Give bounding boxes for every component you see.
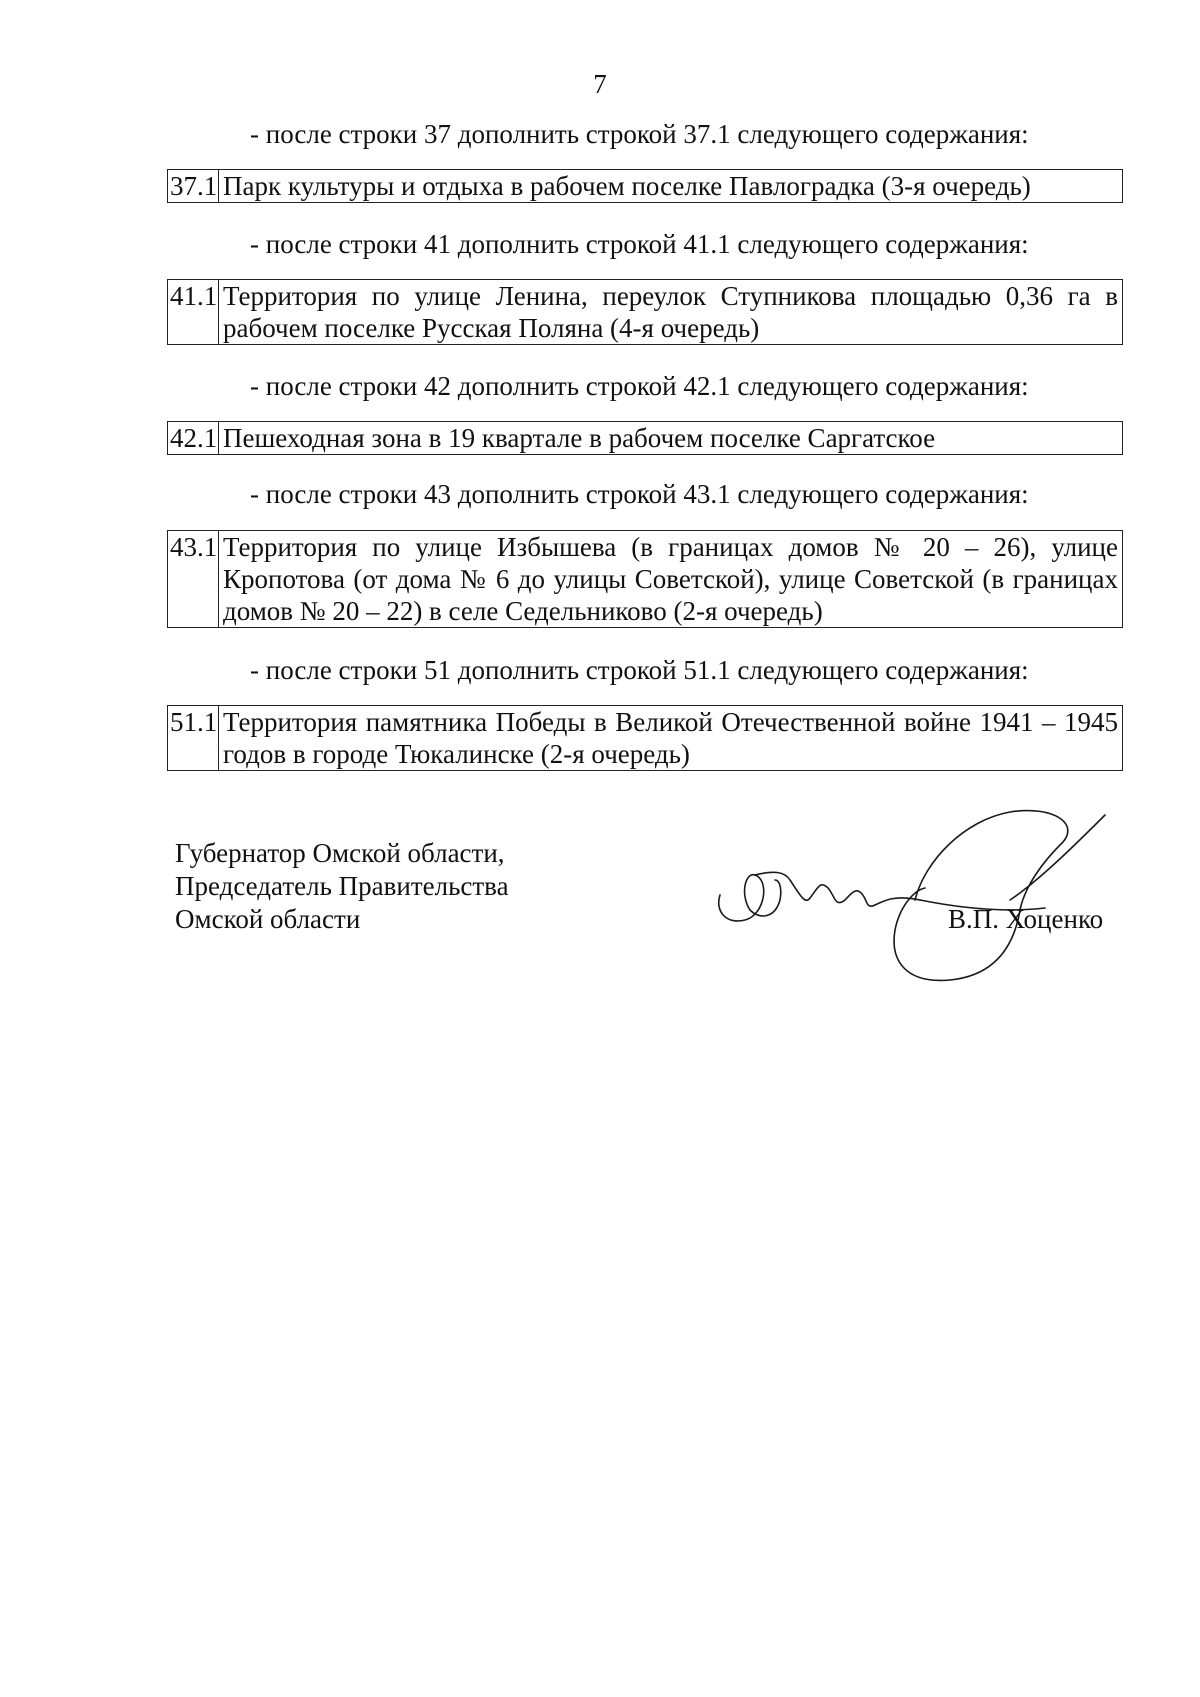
row-text-cell: Территория памятника Победы в Великой Отечественной войне 1941 – 1945 годов в городе Тюкалинске (2-я очередь) (219, 706, 1123, 771)
signer-position-line: Губернатор Омской области, (175, 838, 505, 868)
table-row (168, 531, 1123, 628)
amendment-intro-41: - после строки 41 дополнить строкой 41.1 следующего содержания: (250, 229, 1029, 259)
signer-position-line: Омской области (175, 904, 361, 934)
row-number-cell: 37.1 (168, 170, 219, 203)
amendment-intro-43: - после строки 43 дополнить строкой 43.1 следующего содержания: (250, 479, 1029, 509)
amendment-intro-37: - после строки 37 дополнить строкой 37.1 следующего содержания: (250, 119, 1029, 149)
row-text-cell: Пешеходная зона в 19 квартале в рабочем поселке Саргатское (219, 422, 1123, 455)
row-number-cell: 42.1 (168, 422, 219, 455)
table-row (168, 422, 1123, 455)
amendment-intro-42: - после строки 42 дополнить строкой 42.1 следующего содержания: (250, 371, 1029, 401)
amendment-table-51-1 (167, 705, 1123, 771)
table-row (168, 280, 1123, 345)
table-row (168, 170, 1123, 203)
row-text-cell: Парк культуры и отдыха в рабочем поселке Павлоградка (3-я очередь) (219, 170, 1123, 203)
row-number-cell: 43.1 (168, 531, 219, 628)
amendment-table-42-1 (167, 421, 1123, 455)
amendment-table-37-1 (167, 169, 1123, 203)
signer-position (175, 837, 509, 936)
signer-position-line: Председатель Правительства (175, 871, 509, 901)
signer-name: В.П. Хоценко (948, 904, 1104, 934)
row-number-cell: 51.1 (168, 706, 219, 771)
handwritten-signature (710, 800, 1130, 1000)
table-row (168, 706, 1123, 771)
row-text-cell: Территория по улице Ленина, переулок Ступникова площадью 0,36 га в рабочем поселке Русская Поляна (4-я очередь) (219, 280, 1123, 345)
row-number-cell: 41.1 (168, 280, 219, 345)
amendment-intro-51: - после строки 51 дополнить строкой 51.1 следующего содержания: (250, 655, 1029, 685)
amendment-table-43-1 (167, 530, 1123, 628)
amendment-table-41-1 (167, 279, 1123, 345)
page-number: 7 (593, 69, 607, 99)
row-text-cell: Территория по улице Избышева (в границах домов № 20 – 26), улице Кропотова (от дома № 6 до улицы Советской), улице Советской (в границах домов № 20 – 22) в селе Седельниково (2-я очередь) (219, 531, 1123, 628)
